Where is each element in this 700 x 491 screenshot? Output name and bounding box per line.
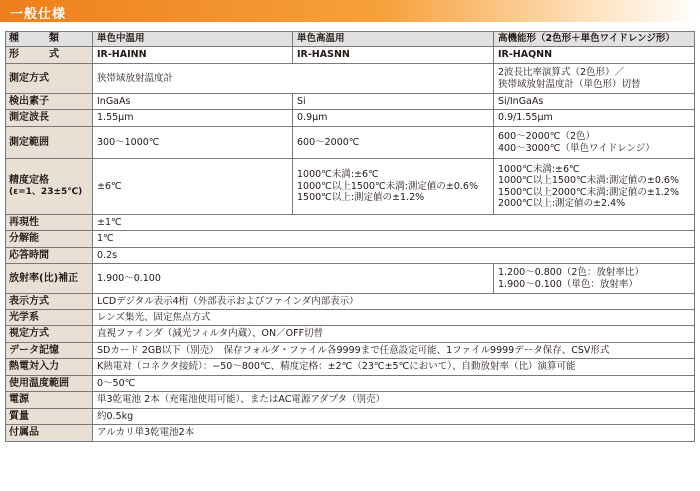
cell-detector-1: InGaAs bbox=[93, 94, 293, 110]
table-row bbox=[6, 409, 695, 425]
cell-accuracy-2-line2: 1000℃以上1500℃未満:測定値の±0.6% bbox=[297, 180, 478, 192]
label-wavelength: 測定波長 bbox=[6, 110, 93, 127]
cell-method-3 bbox=[494, 64, 695, 94]
table-header-row bbox=[6, 32, 695, 47]
cell-wavelength-2: 0.9μm bbox=[293, 110, 494, 127]
label-detector: 検出素子 bbox=[6, 94, 93, 110]
section-header bbox=[0, 0, 700, 22]
cell-accuracy-2-line1: 1000℃未満:±6℃ bbox=[297, 169, 379, 181]
table-row bbox=[6, 392, 695, 409]
cell-sighting: 直視ファインダ（減光フィルタ内蔵）、ON／OFF切替 bbox=[93, 326, 695, 343]
cell-method-12: 狭帯域放射温度計 bbox=[93, 64, 494, 94]
cell-accuracy-1: ±6℃ bbox=[93, 159, 293, 215]
table-row bbox=[6, 264, 695, 294]
table-row bbox=[6, 248, 695, 264]
label-optics: 光学系 bbox=[6, 310, 93, 326]
cell-thermocouple: K熱電対（コネクタ接続）：−50～800℃、精度定格：±2℃（23℃±5℃において）、自動放射率（比）演算可能 bbox=[93, 359, 695, 376]
cell-op-temp: 0～50℃ bbox=[93, 376, 695, 392]
table-row bbox=[6, 359, 695, 376]
cell-wavelength-3: 0.9/1.55μm bbox=[494, 110, 695, 127]
cell-wavelength-1: 1.55μm bbox=[93, 110, 293, 127]
cell-model-1: IR-HAINN bbox=[93, 47, 293, 64]
table-row bbox=[6, 425, 695, 442]
cell-emissivity-3-line1: 1.200～0.800（2色：放射率比） bbox=[498, 267, 644, 278]
header-col-high-temp: 単色高温用 bbox=[293, 32, 494, 47]
cell-range-2: 600～2000℃ bbox=[293, 127, 494, 159]
cell-accuracy-3-line3: 1500℃以上2000℃未満:測定値の±1.2% bbox=[498, 186, 679, 198]
label-mass: 質量 bbox=[6, 409, 93, 425]
table-row bbox=[6, 110, 695, 127]
cell-range-3-line2: 400～3000℃（単色ワイドレンジ） bbox=[498, 142, 655, 154]
cell-accuracy-3-line4: 2000℃以上:測定値の±2.4% bbox=[498, 198, 626, 209]
cell-accuracy-3-line2: 1000℃以上1500℃未満:測定値の±0.6% bbox=[498, 175, 679, 186]
label-range: 測定範囲 bbox=[6, 127, 93, 159]
label-type: 種 類 bbox=[6, 32, 93, 47]
table-row bbox=[6, 376, 695, 392]
cell-model-3: IR-HAQNN bbox=[494, 47, 695, 64]
table-row bbox=[6, 159, 695, 215]
table-row bbox=[6, 294, 695, 310]
cell-resolution: 1℃ bbox=[93, 231, 695, 248]
label-response: 応答時間 bbox=[6, 248, 93, 264]
cell-repeatability: ±1℃ bbox=[93, 215, 695, 231]
header-col-advanced: 高機能形（2色形＋単色ワイドレンジ形） bbox=[494, 32, 695, 47]
label-datalog: データ記憶 bbox=[6, 343, 93, 359]
label-emissivity: 放射率(比)補正 bbox=[6, 264, 93, 294]
label-accessory: 付属品 bbox=[6, 425, 93, 442]
table-row bbox=[6, 215, 695, 231]
label-op-temp: 使用温度範囲 bbox=[6, 376, 93, 392]
cell-model-2: IR-HASNN bbox=[293, 47, 494, 64]
cell-power: 単3乾電池 2本（充電池使用可能）、またはAC電源アダプタ（別売） bbox=[93, 392, 695, 409]
label-resolution: 分解能 bbox=[6, 231, 93, 248]
label-thermocouple: 熱電対入力 bbox=[6, 359, 93, 376]
label-accuracy-line2: (ε=1、23±5℃) bbox=[9, 186, 83, 197]
cell-detector-2: Si bbox=[293, 94, 494, 110]
cell-method-3-line2: 狭帯域放射温度計（単色形）切替 bbox=[498, 78, 641, 90]
cell-emissivity-12: 1.900～0.100 bbox=[93, 264, 494, 294]
label-method: 測定方式 bbox=[6, 64, 93, 94]
cell-emissivity-3-line2: 1.900～0.100（単色：放射率） bbox=[498, 278, 638, 290]
table-row bbox=[6, 343, 695, 359]
header-col-mid-temp: 単色中温用 bbox=[93, 32, 293, 47]
label-power: 電源 bbox=[6, 392, 93, 409]
label-model: 形 式 bbox=[6, 47, 93, 64]
cell-mass: 約0.5kg bbox=[93, 409, 695, 425]
table-row bbox=[6, 64, 695, 94]
cell-optics: レンズ集光、固定焦点方式 bbox=[93, 310, 695, 326]
spec-table bbox=[5, 31, 695, 442]
cell-range-3-line1: 600～2000℃（2色） bbox=[498, 131, 596, 142]
table-row bbox=[6, 310, 695, 326]
table-row bbox=[6, 326, 695, 343]
cell-display: LCDデジタル表示4桁（外部表示およびファインダ内部表示） bbox=[93, 294, 695, 310]
label-accuracy-line1: 精度定格 bbox=[9, 175, 49, 186]
cell-accessory: アルカリ単3乾電池2本 bbox=[93, 425, 695, 442]
label-display: 表示方式 bbox=[6, 294, 93, 310]
cell-datalog: SDカード 2GB以下（別売） 保存フォルダ・ファイル各9999まで任意設定可能、1ファイル9999データ保存、CSV形式 bbox=[93, 343, 695, 359]
table-row bbox=[6, 94, 695, 110]
table-row bbox=[6, 127, 695, 159]
cell-accuracy-2-line3: 1500℃以上:測定値の±1.2% bbox=[297, 192, 425, 204]
cell-range-3 bbox=[494, 127, 695, 159]
cell-range-1: 300～1000℃ bbox=[93, 127, 293, 159]
cell-detector-3: Si/InGaAs bbox=[494, 94, 695, 110]
cell-accuracy-3-line1: 1000℃未満:±6℃ bbox=[498, 163, 580, 175]
label-repeatability: 再現性 bbox=[6, 215, 93, 231]
cell-response: 0.2s bbox=[93, 248, 695, 264]
cell-method-3-line1: 2波長比率演算式（2色形）／ bbox=[498, 67, 625, 78]
section-title: 一般仕様 bbox=[10, 7, 67, 22]
cell-accuracy-3 bbox=[494, 159, 695, 215]
cell-emissivity-3 bbox=[494, 264, 695, 294]
table-row bbox=[6, 47, 695, 64]
label-sighting: 視定方式 bbox=[6, 326, 93, 343]
label-accuracy bbox=[6, 159, 93, 215]
table-row bbox=[6, 231, 695, 248]
cell-accuracy-2 bbox=[293, 159, 494, 215]
